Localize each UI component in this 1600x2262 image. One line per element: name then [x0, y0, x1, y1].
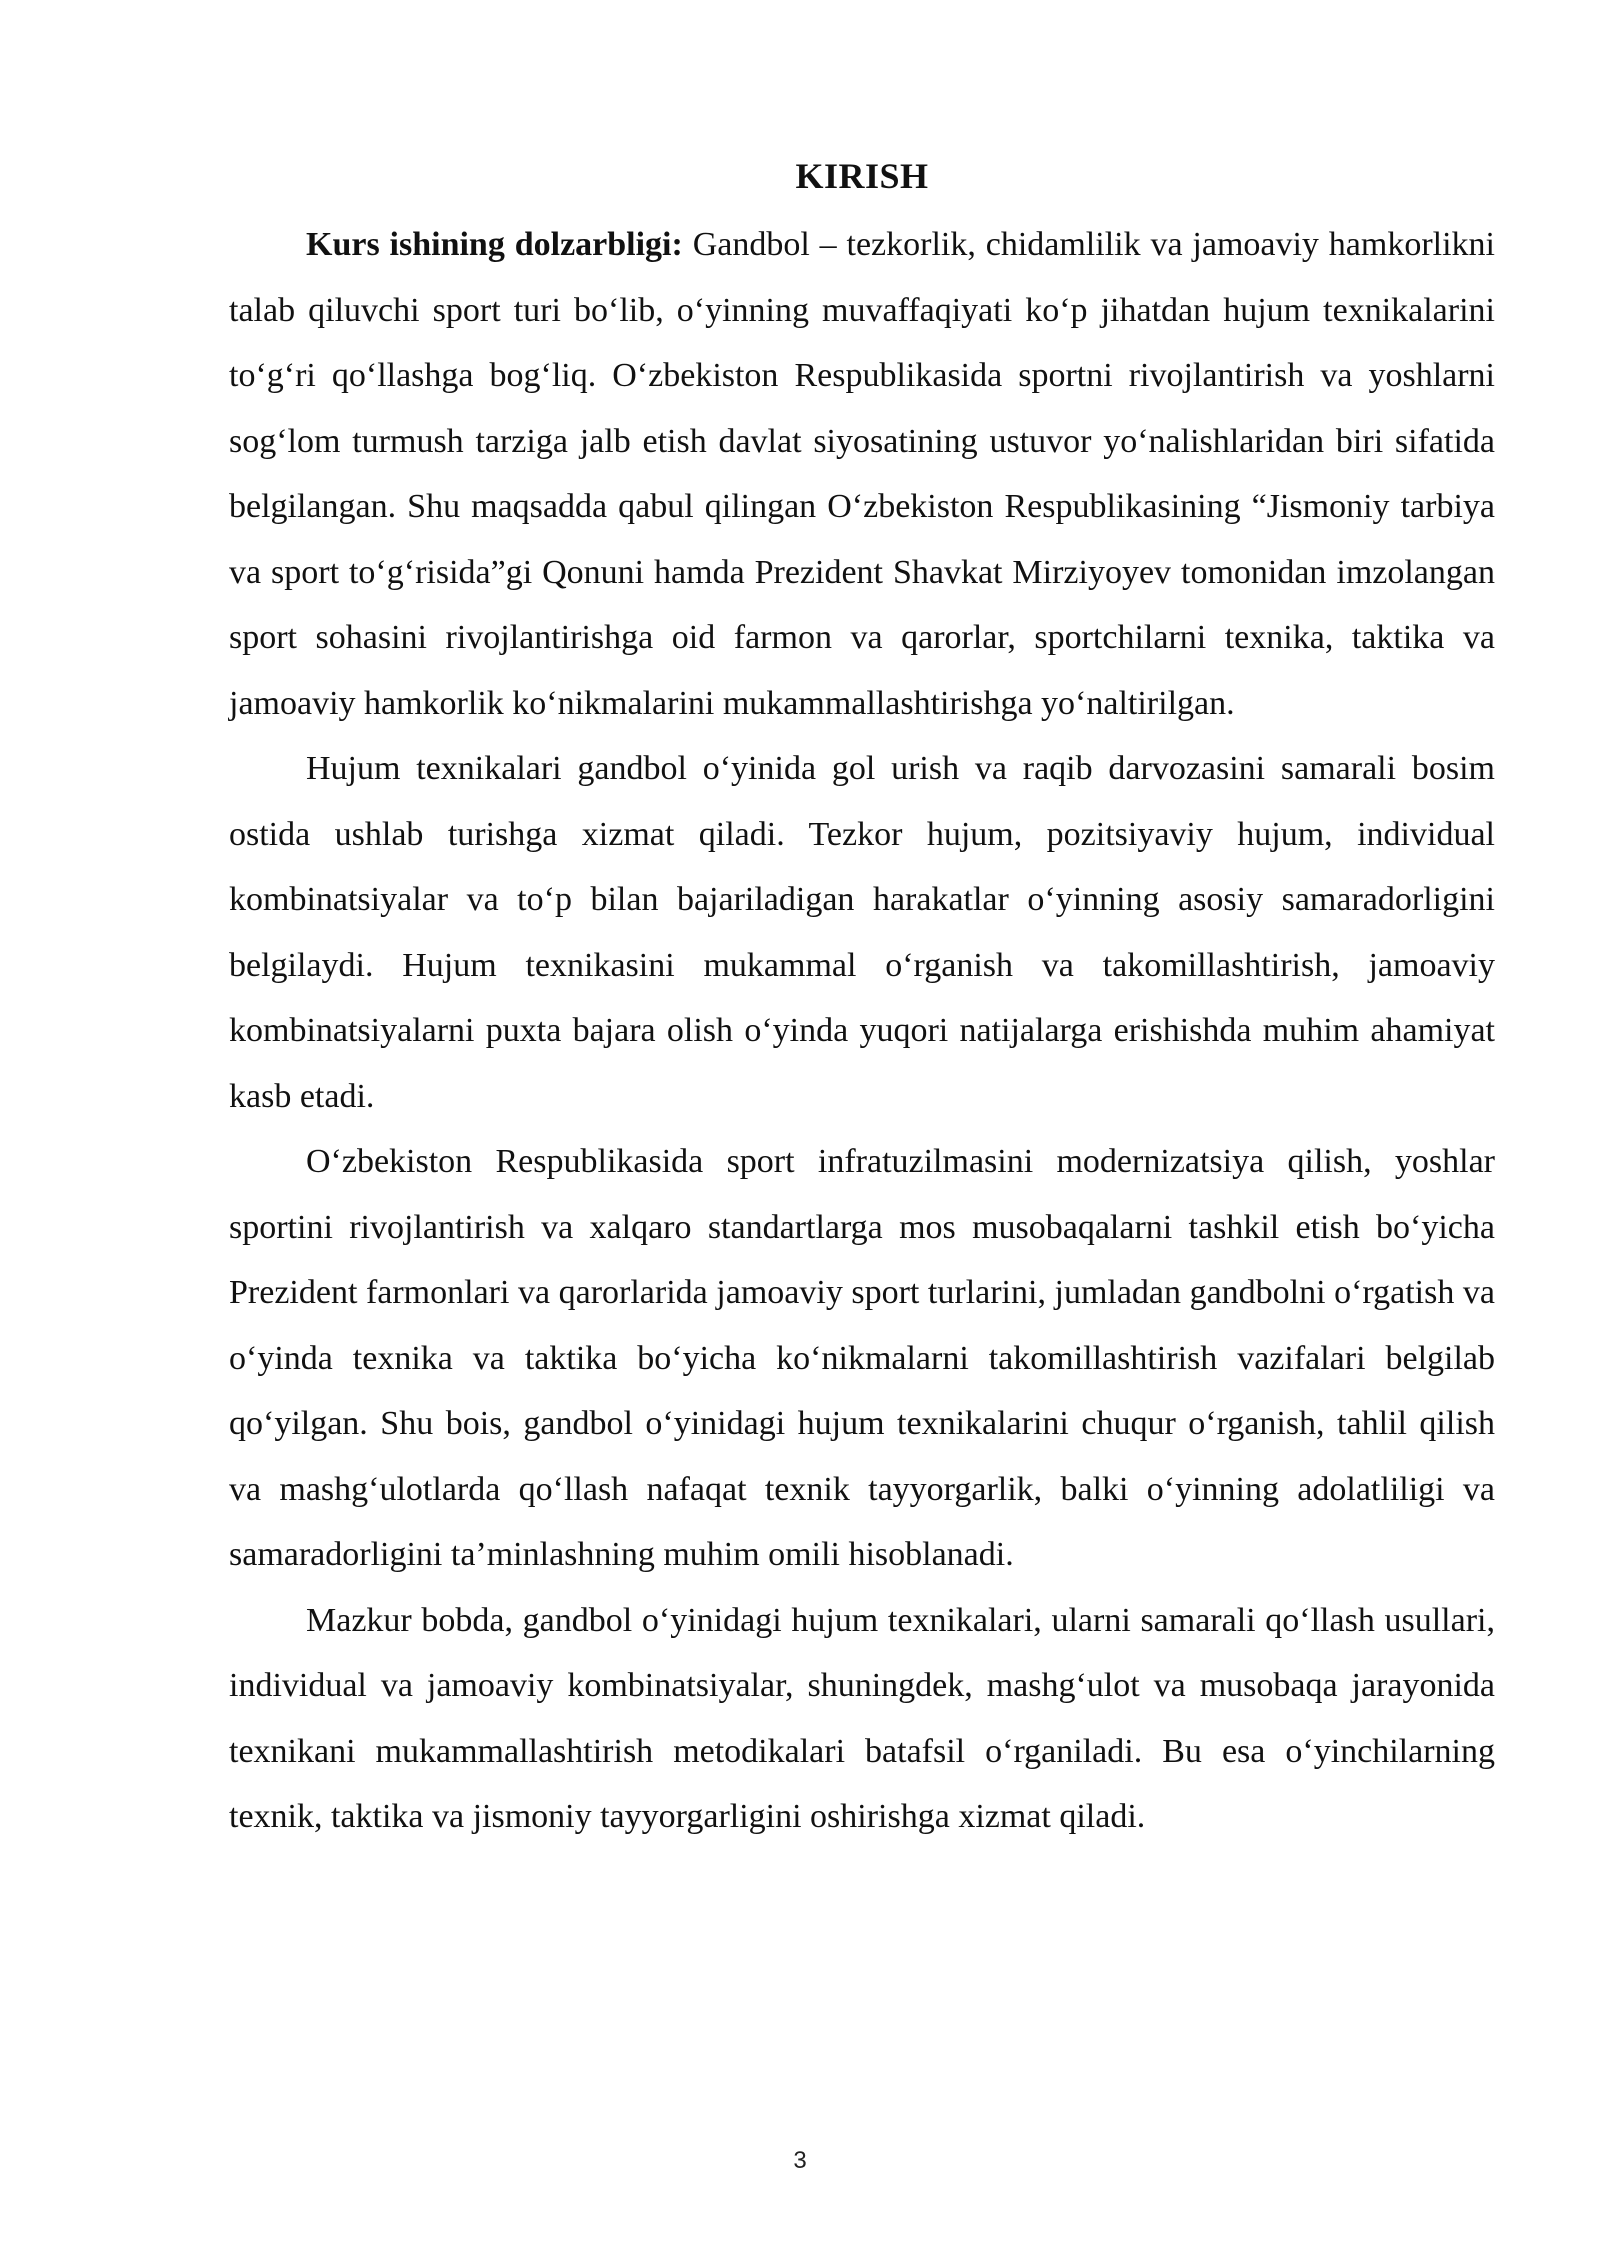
paragraph-attack-techniques: Hujum texnikalari gandbol o‘yinida gol urish va raqib darvozasini samarali bosim ostida ushlab turishga xizmat qiladi. Tezkor hujum, pozitsiyaviy hujum, individual kombinatsiyalar va to‘p bilan bajariladigan harakatlar o‘yinning asosiy samaradorligini belgilaydi. Hujum texnikasini mukammal o‘rganish va takomillashtirish, jamoaviy kombinatsiyalarni puxta bajara olish o‘yinda yuqori natijalarga erishishda muhim ahamiyat kasb etadi. [229, 750, 1495, 1115]
paragraph-text: Gandbol – tezkorlik, chidamlilik va jamoaviy hamkorlikni talab qiluvchi sport turi bo‘lib, o‘yinning muvaffaqiyati ko‘p jihatdan hujum texnikalarini to‘g‘ri qo‘llashga bog‘liq. O‘zbekiston Respublikasida sportni rivojlantirish va yoshlarni sog‘lom turmush tarziga jalb etish davlat siyosatining ustuvor yo‘nalishlaridan biri sifatida belgilangan. Shu maqsadda qabul qilingan O‘zbekiston Respublikasining “Jismoniy tarbiya va sport to‘g‘risida”gi Qonuni hamda Prezident Shavkat Mirziyoyev tomonidan imzolangan sport sohasini rivojlantirishga oid farmon va qarorlar, sportchilarni texnika, taktika va jamoaviy hamkorlik ko‘nikmalarini mukammallashtirishga yo‘naltirilgan. [229, 226, 1495, 722]
paragraph-infrastructure: O‘zbekiston Respublikasida sport infratuzilmasini modernizatsiya qilish, yoshlar sportini rivojlantirish va xalqaro standartlarga mos musobaqalarni tashkil etish bo‘yicha Prezident farmonlari va qarorlarida jamoaviy sport turlarini, jumladan gandbolni o‘rgatish va o‘yinda texnika va taktika bo‘yicha ko‘nikmalarni takomillashtirish vazifalari belgilab qo‘yilgan. Shu bois, gandbol o‘yinidagi hujum texnikalarini chuqur o‘rganish, tahlil qilish va mashg‘ulotlarda qo‘llash nafaqat texnik tayyorgarlik, balki o‘yinning adolatliligi va samaradorligini ta’minlashning muhim omili hisoblanadi. [229, 1143, 1495, 1573]
paragraph-lead: Kurs ishining dolzarbligi: [306, 226, 683, 263]
page-body [229, 146, 1495, 1850]
page-number: 3 [793, 2147, 807, 2174]
paragraph-chapter-summary: Mazkur bobda, gandbol o‘yinidagi hujum texnikalari, ularni samarali qo‘llash usullari, individual va jamoaviy kombinatsiyalar, shuningdek, mashg‘ulot va musobaqa jarayonida texnikani mukammallashtirish metodikalari batafsil o‘rganiladi. Bu esa o‘yinchilarning texnik, taktika va jismoniy tayyorgarligini oshirishga xizmat qiladi. [229, 1601, 1495, 1835]
page-title: KIRISH [795, 156, 929, 196]
paragraph-relevance [229, 212, 1495, 736]
